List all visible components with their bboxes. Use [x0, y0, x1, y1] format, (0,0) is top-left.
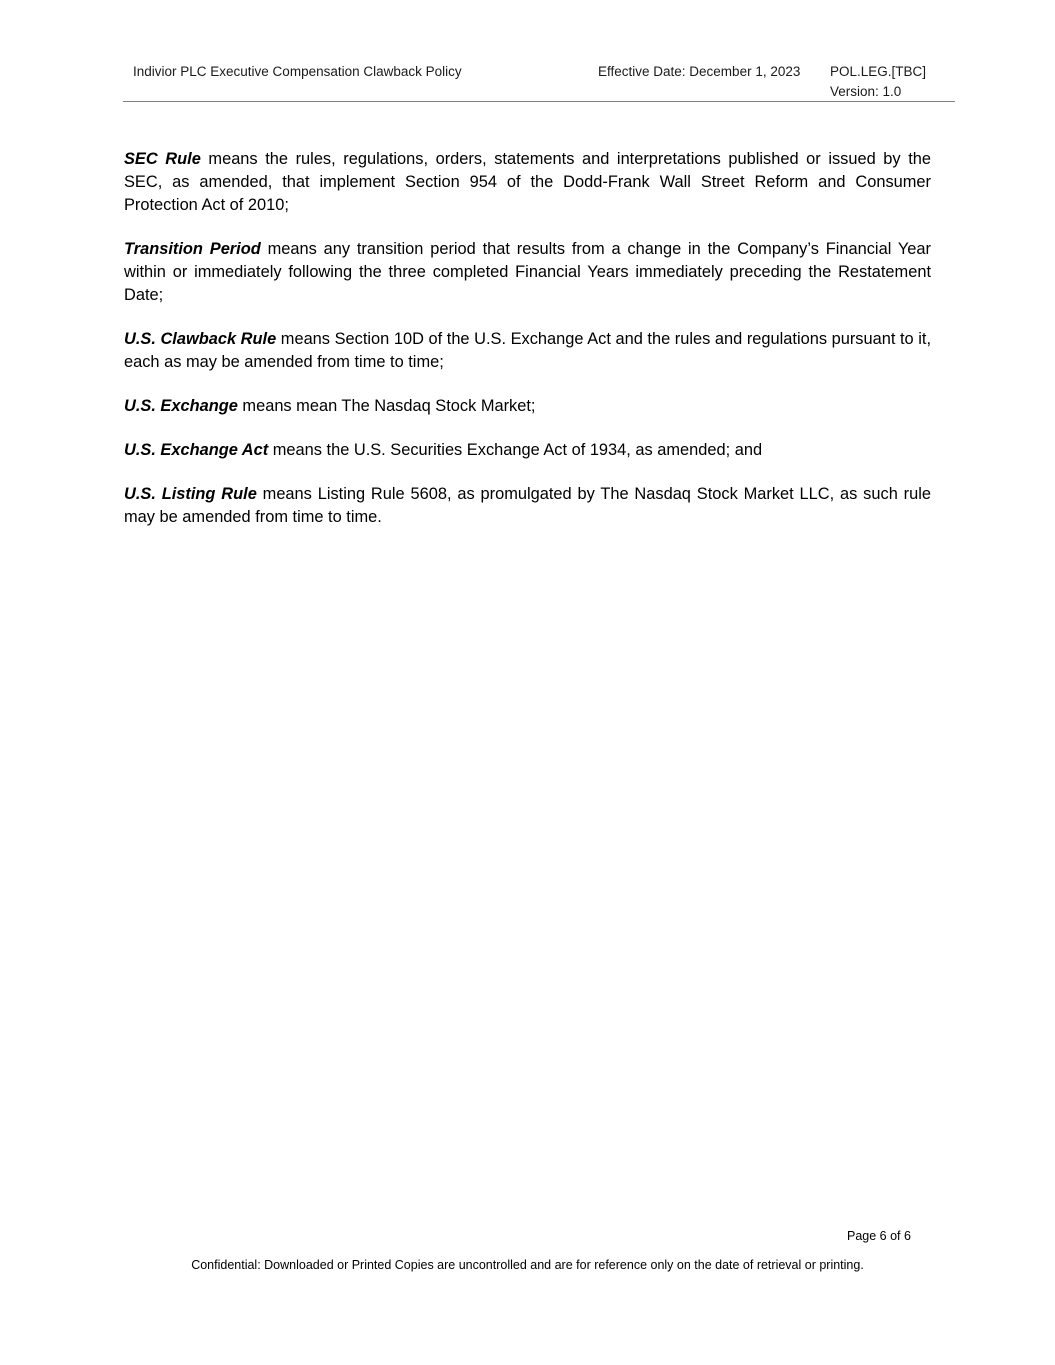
definition-sec-rule — [124, 148, 931, 217]
definition-text: means any transition period that results from a change in the Company’s Financial Year within or immediately following the three completed Financial Years immediately preceding the Restatement Date; — [124, 240, 931, 304]
definition-text: means the U.S. Securities Exchange Act of 1934, as amended; and — [268, 441, 763, 459]
definition-us-listing-rule — [124, 483, 931, 529]
definition-text: means the rules, regulations, orders, statements and interpretations published or issued by the SEC, as amended, that implement Section 954 of the Dodd-Frank Wall Street Reform and Consumer Protection Act of 2010; — [124, 150, 931, 214]
confidentiality-notice: Confidential: Downloaded or Printed Copies are uncontrolled and are for reference only on the date of retrieval or printing. — [191, 1258, 864, 1272]
definition-term: U.S. Clawback Rule — [124, 330, 277, 348]
definition-text: means Section 10D of the U.S. Exchange Act and the rules and regulations pursuant to it, each as may be amended from time to time; — [124, 330, 932, 371]
page-header — [123, 62, 955, 102]
definition-text: means mean The Nasdaq Stock Market; — [237, 397, 536, 415]
header-policy-title: Indivior PLC Executive Compensation Clawback Policy — [133, 64, 462, 79]
definition-term: U.S. Exchange — [124, 397, 238, 415]
page-number: Page 6 of 6 — [847, 1229, 911, 1243]
definition-term: U.S. Exchange Act — [124, 441, 269, 459]
header-policy-code: POL.LEG.[TBC] — [830, 64, 927, 79]
definition-text: means Listing Rule 5608, as promulgated by The Nasdaq Stock Market LLC, as such rule may be amended from time to time. — [124, 485, 931, 526]
header-effective-date: Effective Date: December 1, 2023 — [598, 64, 801, 79]
definition-us-exchange-act — [124, 439, 931, 462]
definition-transition-period — [124, 238, 931, 307]
definitions-list — [124, 148, 931, 550]
definition-us-clawback-rule — [124, 328, 931, 374]
definition-term: Transition Period — [124, 240, 261, 258]
header-version: Version: 1.0 — [830, 84, 902, 99]
definition-us-exchange — [124, 395, 931, 418]
definition-term: SEC Rule — [124, 150, 201, 168]
definition-term: U.S. Listing Rule — [124, 485, 257, 503]
